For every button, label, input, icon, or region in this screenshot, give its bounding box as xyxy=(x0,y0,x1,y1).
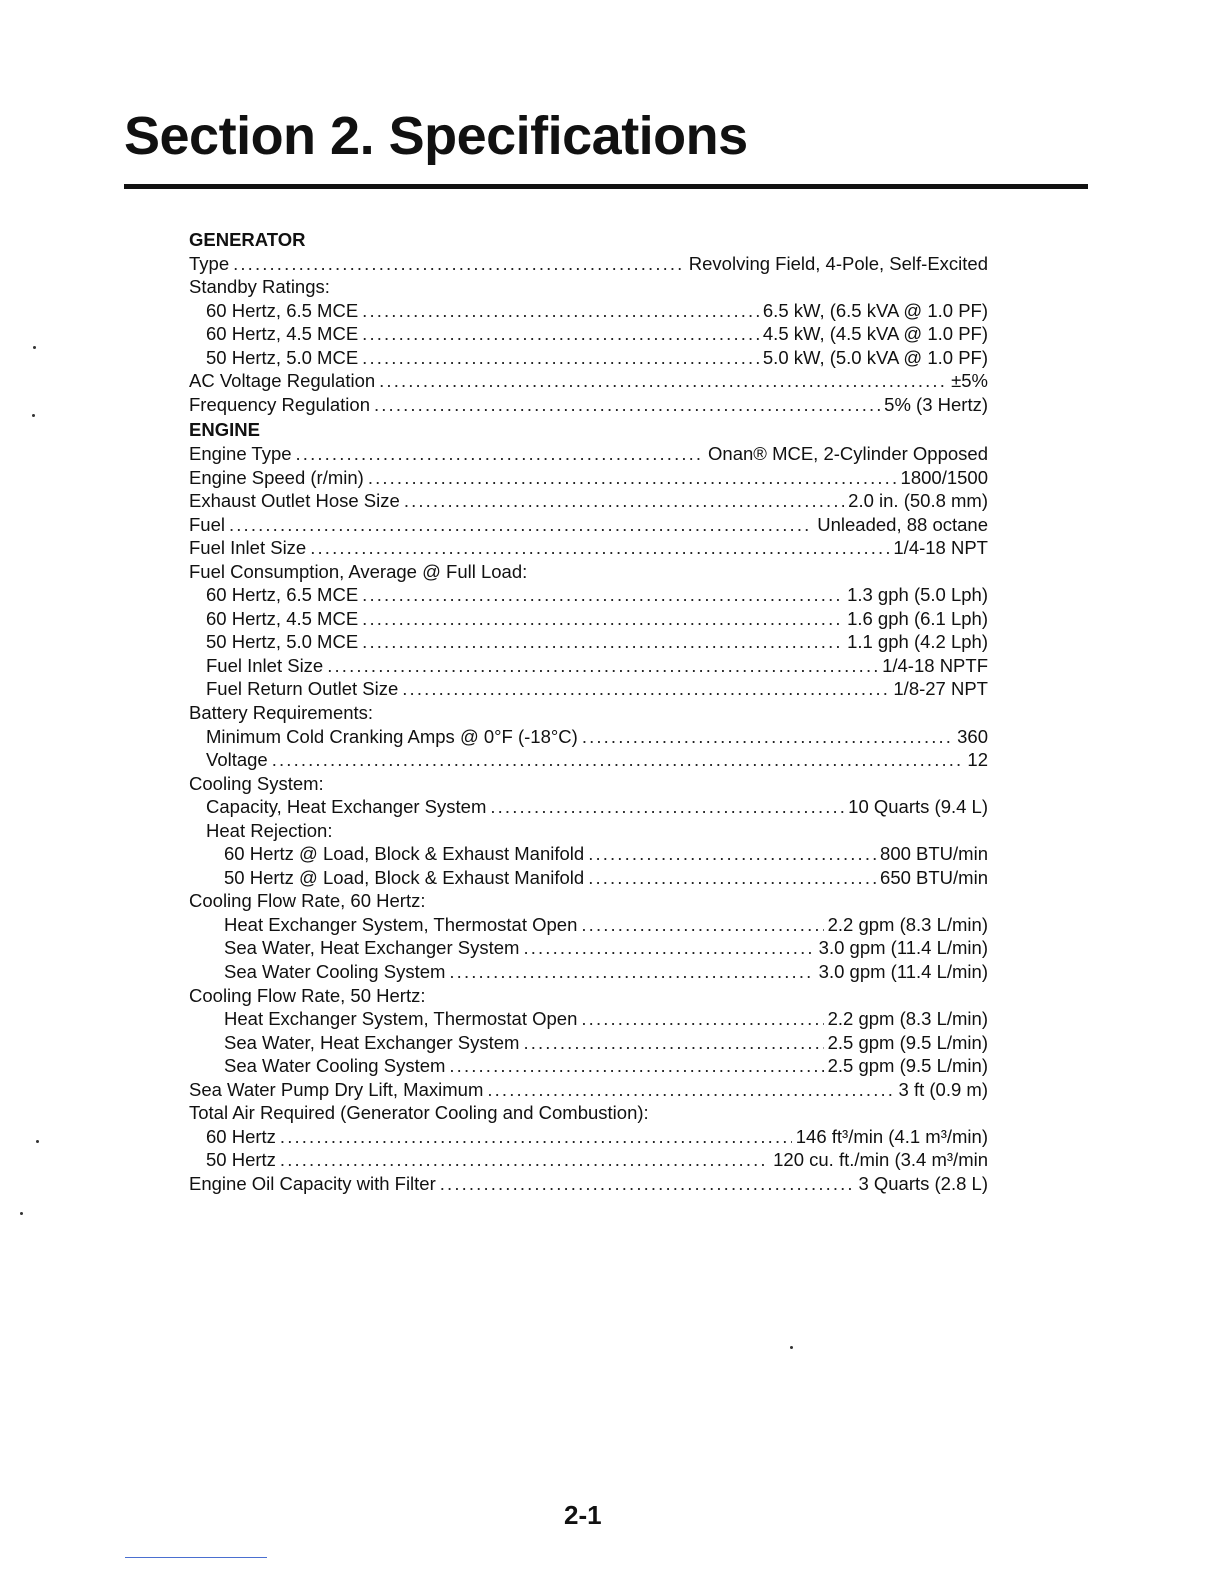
spec-row xyxy=(189,489,988,513)
spec-value: 2.5 gpm (9.5 L/min) xyxy=(827,1032,988,1053)
spec-value: 2.2 gpm (8.3 L/min) xyxy=(827,914,988,935)
spec-row xyxy=(224,913,988,937)
dot-leader xyxy=(379,369,947,393)
spec-label: Engine Oil Capacity with Filter xyxy=(189,1173,436,1194)
scan-speck xyxy=(32,414,35,417)
spec-label: 50 Hertz, 5.0 MCE xyxy=(206,631,359,652)
spec-row xyxy=(206,299,988,323)
spec-row xyxy=(189,275,330,299)
spec-value: 2.2 gpm (8.3 L/min) xyxy=(827,1008,988,1029)
dot-leader xyxy=(229,513,813,537)
section-heading xyxy=(189,418,260,442)
spec-label: Cooling Flow Rate, 50 Hertz: xyxy=(189,985,426,1006)
spec-value: 650 BTU/min xyxy=(880,867,988,888)
spec-value: Unleaded, 88 octane xyxy=(817,514,988,535)
spec-label: 60 Hertz, 6.5 MCE xyxy=(206,300,359,321)
spec-value: 1.1 gph (4.2 Lph) xyxy=(847,631,988,652)
spec-label: Sea Water Pump Dry Lift, Maximum xyxy=(189,1079,484,1100)
spec-row xyxy=(206,748,988,772)
spec-label: 60 Hertz, 4.5 MCE xyxy=(206,323,359,344)
spec-value: 10 Quarts (9.4 L) xyxy=(848,796,988,817)
spec-row xyxy=(206,795,988,819)
dot-leader xyxy=(327,654,878,678)
spec-row xyxy=(206,1125,988,1149)
spec-value: 3.0 gpm (11.4 L/min) xyxy=(818,961,988,982)
spec-row xyxy=(206,630,988,654)
spec-row xyxy=(189,252,988,276)
dot-leader xyxy=(362,299,759,323)
section-heading xyxy=(189,228,306,252)
dot-leader xyxy=(581,913,823,937)
spec-value: ±5% xyxy=(951,370,988,391)
scan-speck xyxy=(20,1212,23,1215)
page-number: 2-1 xyxy=(564,1500,602,1530)
dot-leader xyxy=(280,1125,792,1149)
spec-value: 2.0 in. (50.8 mm) xyxy=(848,490,988,511)
dot-leader xyxy=(362,583,843,607)
spec-value: 120 cu. ft./min (3.4 m³/min xyxy=(773,1149,988,1170)
footer-line xyxy=(125,1557,267,1558)
spec-label: Voltage xyxy=(206,749,268,770)
dot-leader xyxy=(487,1078,894,1102)
spec-label: Engine Speed (r/min) xyxy=(189,467,364,488)
scan-speck xyxy=(790,1346,793,1349)
spec-label: Fuel Inlet Size xyxy=(206,655,324,676)
spec-label: Cooling Flow Rate, 60 Hertz: xyxy=(189,890,426,911)
dot-leader xyxy=(449,960,814,984)
spec-label: Total Air Required (Generator Cooling and Combustion): xyxy=(189,1102,649,1123)
dot-leader xyxy=(368,466,897,490)
dot-leader xyxy=(490,795,844,819)
spec-label: 50 Hertz xyxy=(206,1149,276,1170)
dot-leader xyxy=(280,1148,769,1172)
spec-label: Sea Water Cooling System xyxy=(224,1055,446,1076)
dot-leader xyxy=(404,489,844,513)
spec-label: Standby Ratings: xyxy=(189,276,330,297)
spec-label: Heat Exchanger System, Thermostat Open xyxy=(224,1008,578,1029)
spec-row xyxy=(206,346,988,370)
spec-value: 12 xyxy=(967,749,988,770)
spec-value: Revolving Field, 4-Pole, Self-Excited xyxy=(688,253,988,274)
spec-value: 1.6 gph (6.1 Lph) xyxy=(847,608,988,629)
spec-row xyxy=(224,1007,988,1031)
spec-value: 1/4-18 NPTF xyxy=(882,655,988,676)
spec-value: 3.0 gpm (11.4 L/min) xyxy=(818,937,988,958)
dot-leader xyxy=(588,842,876,866)
spec-value: 3 ft (0.9 m) xyxy=(898,1079,988,1100)
spec-row xyxy=(206,1148,988,1172)
spec-row xyxy=(206,654,988,678)
spec-row xyxy=(224,1054,988,1078)
spec-row xyxy=(206,583,988,607)
spec-value: 800 BTU/min xyxy=(880,843,988,864)
spec-row xyxy=(189,984,426,1008)
heading-label: GENERATOR xyxy=(189,229,306,250)
spec-row xyxy=(206,819,332,843)
spec-label: 60 Hertz @ Load, Block & Exhaust Manifold xyxy=(224,843,585,864)
spec-label: Fuel xyxy=(189,514,225,535)
dot-leader xyxy=(523,936,814,960)
spec-label: AC Voltage Regulation xyxy=(189,370,376,391)
spec-row xyxy=(206,607,988,631)
spec-label: Minimum Cold Cranking Amps @ 0°F (-18°C) xyxy=(206,726,578,747)
spec-label: Sea Water, Heat Exchanger System xyxy=(224,1032,520,1053)
spec-row xyxy=(189,393,988,417)
scan-speck xyxy=(36,1140,39,1143)
spec-row xyxy=(189,1078,988,1102)
spec-value: 360 xyxy=(957,726,988,747)
spec-row xyxy=(206,322,988,346)
dot-leader xyxy=(233,252,685,276)
spec-row xyxy=(189,1172,988,1196)
spec-label: Sea Water Cooling System xyxy=(224,961,446,982)
dot-leader xyxy=(362,607,843,631)
heading-label: ENGINE xyxy=(189,419,260,440)
spec-label: Frequency Regulation xyxy=(189,394,370,415)
spec-value: 146 ft³/min (4.1 m³/min) xyxy=(795,1126,988,1147)
dot-leader xyxy=(581,1007,823,1031)
dot-leader xyxy=(523,1031,823,1055)
dot-leader xyxy=(588,866,876,890)
spec-value: Onan® MCE, 2-Cylinder Opposed xyxy=(708,443,988,464)
dot-leader xyxy=(374,393,880,417)
spec-row xyxy=(206,725,988,749)
spec-label: Type xyxy=(189,253,230,274)
spec-value: 1/8-27 NPT xyxy=(893,678,988,699)
dot-leader xyxy=(582,725,953,749)
dot-leader xyxy=(449,1054,823,1078)
spec-label: Fuel Inlet Size xyxy=(189,537,307,558)
spec-row xyxy=(224,936,988,960)
scan-speck xyxy=(33,346,36,349)
spec-label: Fuel Consumption, Average @ Full Load: xyxy=(189,561,528,582)
dot-leader xyxy=(310,536,889,560)
spec-row xyxy=(189,560,527,584)
spec-row xyxy=(189,466,988,490)
spec-label: Capacity, Heat Exchanger System xyxy=(206,796,487,817)
page-title: Section 2. Specifications xyxy=(124,106,748,166)
spec-value: 1800/1500 xyxy=(900,467,988,488)
spec-row xyxy=(224,1031,988,1055)
spec-value: 1.3 gph (5.0 Lph) xyxy=(847,584,988,605)
spec-label: Cooling System: xyxy=(189,773,324,794)
spec-row xyxy=(224,960,988,984)
spec-value: 5% (3 Hertz) xyxy=(884,394,988,415)
spec-row xyxy=(189,442,988,466)
spec-row xyxy=(189,536,988,560)
spec-value: 3 Quarts (2.8 L) xyxy=(858,1173,988,1194)
spec-label: 60 Hertz xyxy=(206,1126,276,1147)
spec-value: 1/4-18 NPT xyxy=(893,537,988,558)
spec-label: Heat Exchanger System, Thermostat Open xyxy=(224,914,578,935)
spec-label: Battery Requirements: xyxy=(189,702,374,723)
spec-label: Fuel Return Outlet Size xyxy=(206,678,399,699)
spec-row xyxy=(189,369,988,393)
spec-label: 60 Hertz, 6.5 MCE xyxy=(206,584,359,605)
dot-leader xyxy=(362,346,759,370)
spec-label: Exhaust Outlet Hose Size xyxy=(189,490,400,511)
dot-leader xyxy=(402,677,889,701)
dot-leader xyxy=(296,442,705,466)
spec-label: 50 Hertz, 5.0 MCE xyxy=(206,347,359,368)
spec-label: Heat Rejection: xyxy=(206,820,333,841)
spec-row xyxy=(189,889,426,913)
spec-label: 60 Hertz, 4.5 MCE xyxy=(206,608,359,629)
dot-leader xyxy=(362,630,843,654)
spec-row xyxy=(189,701,373,725)
spec-value: 5.0 kW, (5.0 kVA @ 1.0 PF) xyxy=(762,347,988,368)
spec-value: 4.5 kW, (4.5 kVA @ 1.0 PF) xyxy=(762,323,988,344)
dot-leader xyxy=(272,748,964,772)
spec-value: 6.5 kW, (6.5 kVA @ 1.0 PF) xyxy=(762,300,988,321)
spec-row xyxy=(224,842,988,866)
dot-leader xyxy=(362,322,759,346)
spec-label: 50 Hertz @ Load, Block & Exhaust Manifold xyxy=(224,867,585,888)
spec-row xyxy=(189,1101,649,1125)
spec-label: Engine Type xyxy=(189,443,292,464)
spec-row xyxy=(206,677,988,701)
spec-row xyxy=(189,513,988,537)
spec-value: 2.5 gpm (9.5 L/min) xyxy=(827,1055,988,1076)
spec-row xyxy=(224,866,988,890)
spec-label: Sea Water, Heat Exchanger System xyxy=(224,937,520,958)
spec-row xyxy=(189,772,324,796)
dot-leader xyxy=(440,1172,855,1196)
